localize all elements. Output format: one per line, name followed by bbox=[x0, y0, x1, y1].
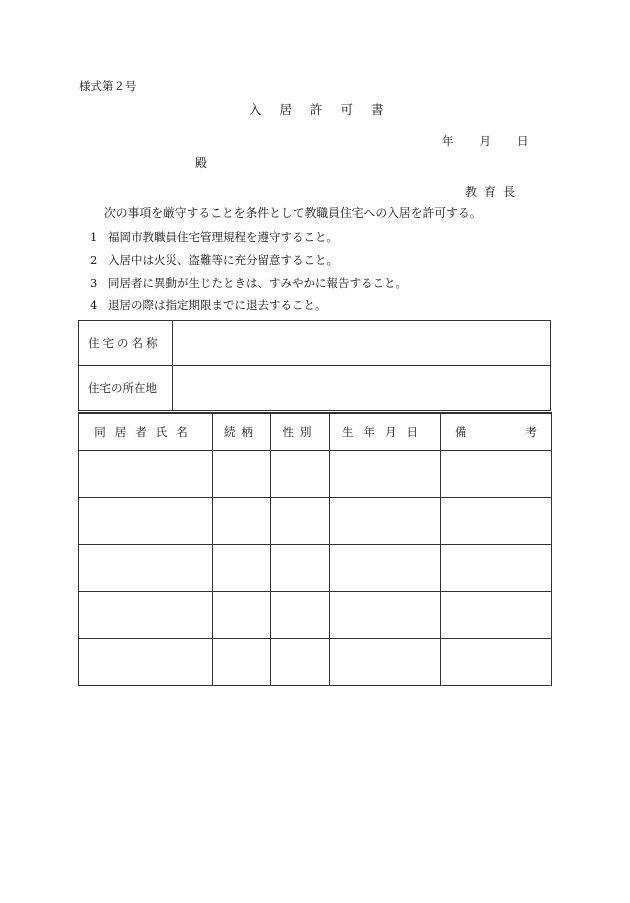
cell-remarks[interactable] bbox=[441, 592, 552, 639]
header-date-of-birth: 生年月日 bbox=[330, 413, 441, 451]
condition-item bbox=[90, 232, 338, 244]
table-row bbox=[79, 592, 552, 639]
housing-name-field[interactable] bbox=[173, 321, 551, 366]
cell-relationship[interactable] bbox=[213, 639, 271, 686]
housing-location-field[interactable] bbox=[173, 366, 551, 411]
header-remarks: 備 考 bbox=[441, 413, 552, 451]
cohabitant-header-row bbox=[79, 413, 552, 451]
housing-name-label: 住宅の名称 bbox=[79, 321, 173, 366]
cell-remarks[interactable] bbox=[441, 498, 552, 545]
housing-table bbox=[78, 320, 551, 411]
date-year-label: 年 bbox=[442, 134, 454, 148]
cell-dob[interactable] bbox=[330, 592, 441, 639]
cell-name[interactable] bbox=[79, 451, 213, 498]
cell-sex[interactable] bbox=[271, 451, 330, 498]
condition-text: 福岡市教職員住宅管理規程を遵守すること。 bbox=[108, 230, 338, 244]
cell-dob[interactable] bbox=[330, 639, 441, 686]
condition-number: 3 bbox=[90, 276, 98, 290]
cell-remarks[interactable] bbox=[441, 451, 552, 498]
cell-dob[interactable] bbox=[330, 451, 441, 498]
cell-relationship[interactable] bbox=[213, 498, 271, 545]
housing-location-label: 住宅の所在地 bbox=[79, 366, 173, 411]
cell-remarks[interactable] bbox=[441, 639, 552, 686]
cell-remarks[interactable] bbox=[441, 545, 552, 592]
addressee-suffix: 殿 bbox=[195, 156, 208, 170]
date-line bbox=[442, 136, 529, 148]
issuer-title: 教育長 bbox=[465, 185, 523, 199]
condition-number: 4 bbox=[90, 298, 98, 312]
cell-dob[interactable] bbox=[330, 545, 441, 592]
document-title: 入居許可書 bbox=[249, 102, 402, 117]
condition-number: 1 bbox=[90, 230, 98, 244]
cell-sex[interactable] bbox=[271, 592, 330, 639]
cohabitant-table bbox=[78, 412, 552, 686]
table-row bbox=[79, 545, 552, 592]
condition-item bbox=[90, 300, 327, 312]
condition-item bbox=[90, 278, 407, 290]
cell-relationship[interactable] bbox=[213, 451, 271, 498]
cell-name[interactable] bbox=[79, 498, 213, 545]
housing-name-row bbox=[79, 321, 551, 366]
header-relationship: 続柄 bbox=[213, 413, 271, 451]
date-month-label: 月 bbox=[479, 134, 491, 148]
table-row bbox=[79, 639, 552, 686]
condition-item bbox=[90, 255, 338, 267]
cell-name[interactable] bbox=[79, 639, 213, 686]
intro-text: 次の事項を厳守することを条件として教職員住宅への入居を許可する。 bbox=[104, 206, 482, 220]
cell-sex[interactable] bbox=[271, 498, 330, 545]
date-day-label: 日 bbox=[517, 134, 529, 148]
header-cohabitant-name: 同居者氏名 bbox=[79, 413, 213, 451]
cell-dob[interactable] bbox=[330, 498, 441, 545]
cell-sex[interactable] bbox=[271, 639, 330, 686]
form-number: 様式第２号 bbox=[79, 79, 137, 93]
cell-relationship[interactable] bbox=[213, 592, 271, 639]
cell-sex[interactable] bbox=[271, 545, 330, 592]
condition-text: 入居中は火災、盗難等に充分留意すること。 bbox=[108, 253, 338, 267]
table-row bbox=[79, 498, 552, 545]
header-sex: 性別 bbox=[271, 413, 330, 451]
condition-number: 2 bbox=[90, 253, 98, 267]
table-row bbox=[79, 451, 552, 498]
housing-location-row bbox=[79, 366, 551, 411]
cell-name[interactable] bbox=[79, 545, 213, 592]
condition-text: 同居者に異動が生じたときは、すみやかに報告すること。 bbox=[108, 276, 407, 290]
condition-text: 退居の際は指定期限までに退去すること。 bbox=[108, 298, 327, 312]
cell-name[interactable] bbox=[79, 592, 213, 639]
cell-relationship[interactable] bbox=[213, 545, 271, 592]
